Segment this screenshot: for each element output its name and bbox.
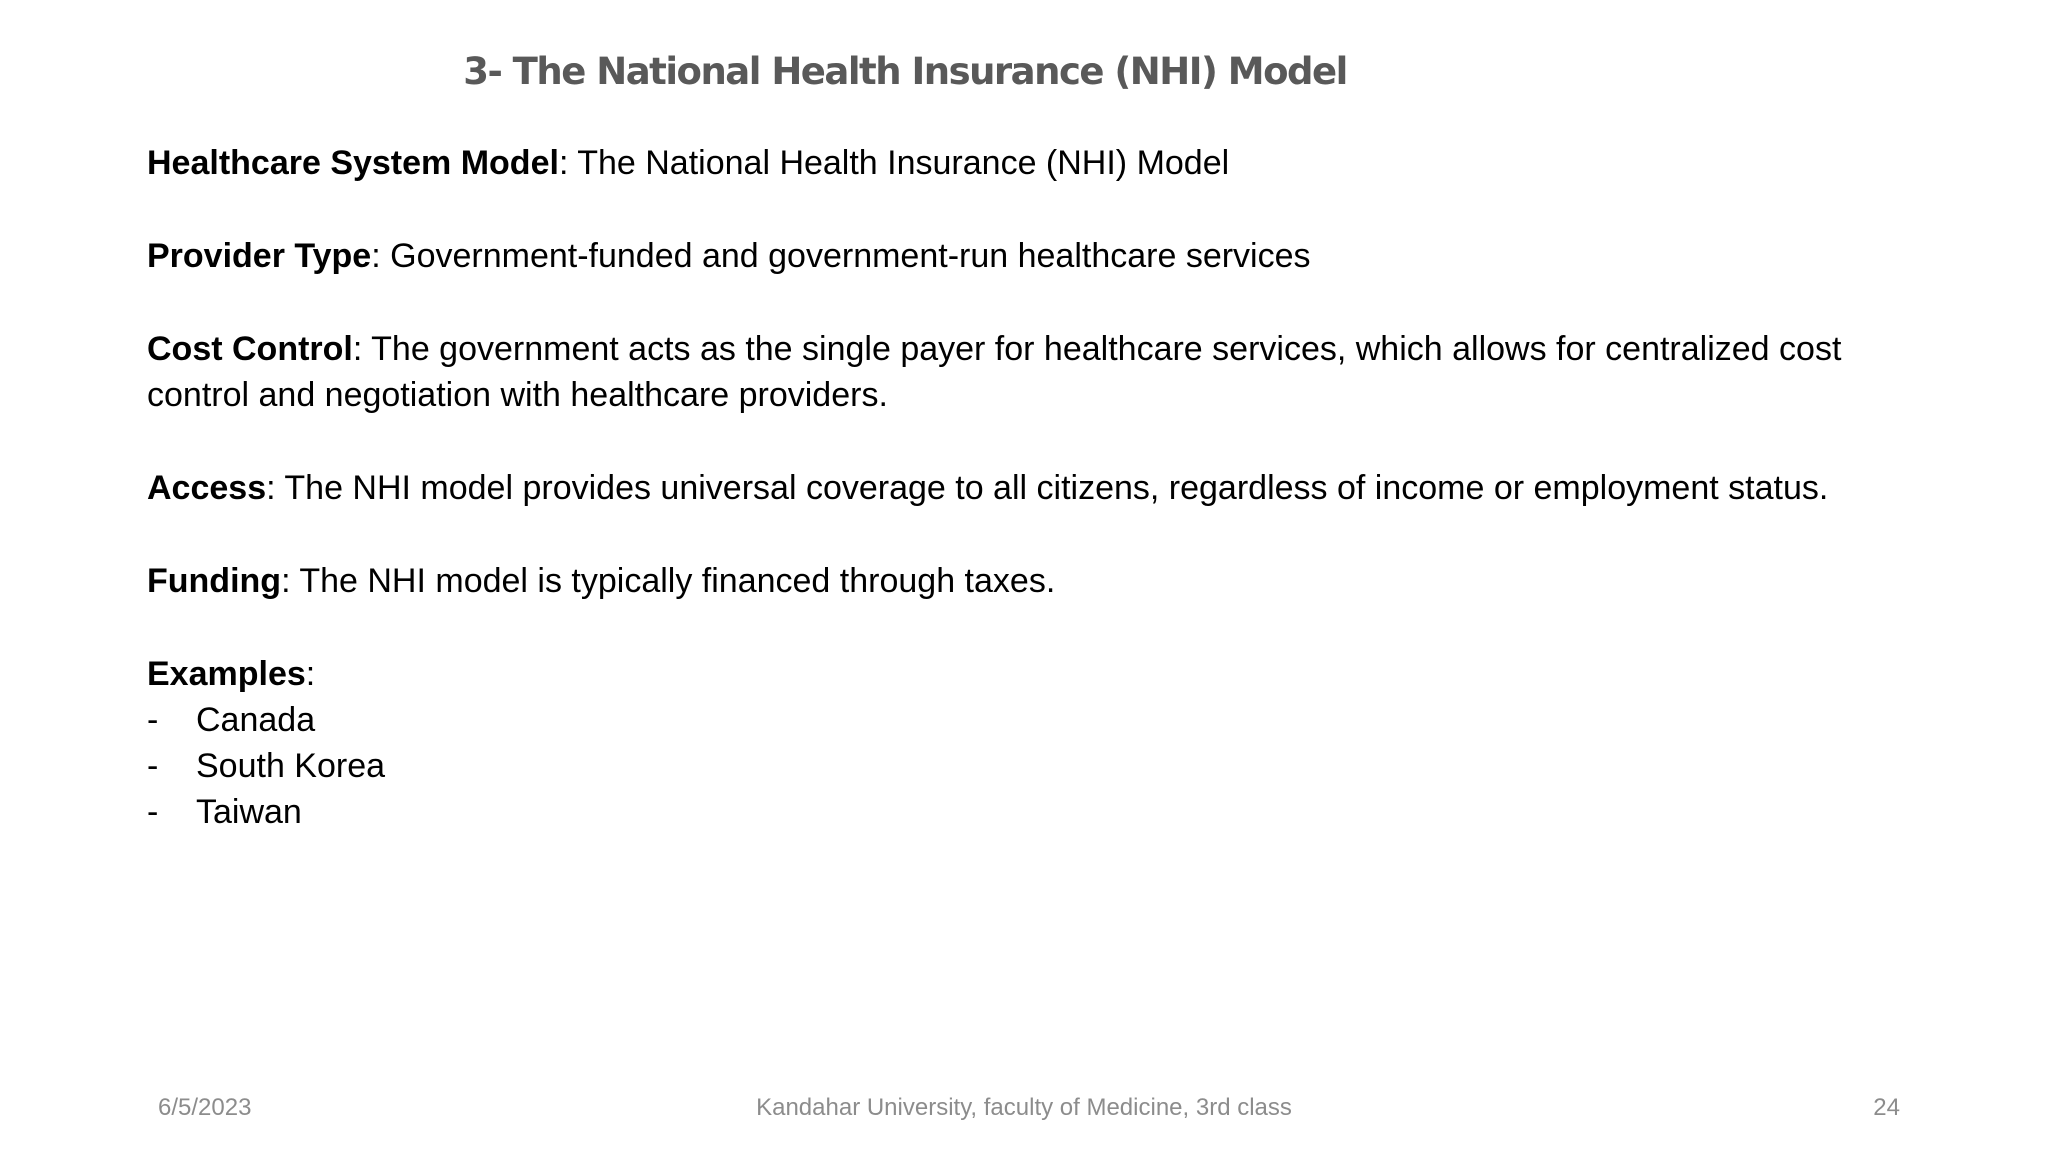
example-south-korea: South Korea xyxy=(196,747,386,785)
examples-colon: : xyxy=(305,655,316,693)
bullet-dash: - xyxy=(147,747,159,785)
paragraph-cost-control xyxy=(147,326,1887,418)
text-healthcare-system-model: : The National Health Insurance (NHI) Model xyxy=(558,144,1230,182)
slide-content xyxy=(147,140,1887,835)
label-cost-control: Cost Control xyxy=(147,330,353,368)
text-cost-control: : The government acts as the single payer for healthcare services, which allows for centralized cost control and negotiation with healthcare providers. xyxy=(147,330,1842,414)
slide-number: 24 xyxy=(1873,1094,1900,1121)
examples-heading xyxy=(147,651,1887,697)
label-examples: Examples xyxy=(147,655,306,693)
label-access: Access xyxy=(147,469,267,507)
bullet-dash: - xyxy=(147,701,159,739)
label-healthcare-system-model: Healthcare System Model xyxy=(147,144,559,182)
example-canada: Canada xyxy=(196,701,316,739)
label-provider-type: Provider Type xyxy=(147,237,372,275)
text-funding: : The NHI model is typically financed through taxes. xyxy=(281,562,1056,600)
paragraph-healthcare-system-model xyxy=(147,140,1887,186)
list-item xyxy=(147,697,1887,743)
footer-caption: Kandahar University, faculty of Medicine, 3rd class xyxy=(756,1094,1292,1121)
text-provider-type: : Government-funded and government-run healthcare services xyxy=(371,237,1311,275)
slide-title: 3- The National Health Insurance (NHI) Model xyxy=(463,50,1347,93)
text-access: : The NHI model provides universal coverage to all citizens, regardless of income or employment status. xyxy=(266,469,1829,507)
example-taiwan: Taiwan xyxy=(196,793,302,831)
label-funding: Funding xyxy=(147,562,282,600)
examples-list xyxy=(147,697,1887,835)
bullet-dash: - xyxy=(147,793,159,831)
list-item xyxy=(147,789,1887,835)
paragraph-funding xyxy=(147,558,1887,604)
examples-section xyxy=(147,651,1887,835)
paragraph-access xyxy=(147,465,1887,511)
footer-date: 6/5/2023 xyxy=(158,1094,252,1121)
paragraph-provider-type xyxy=(147,233,1887,279)
list-item xyxy=(147,743,1887,789)
